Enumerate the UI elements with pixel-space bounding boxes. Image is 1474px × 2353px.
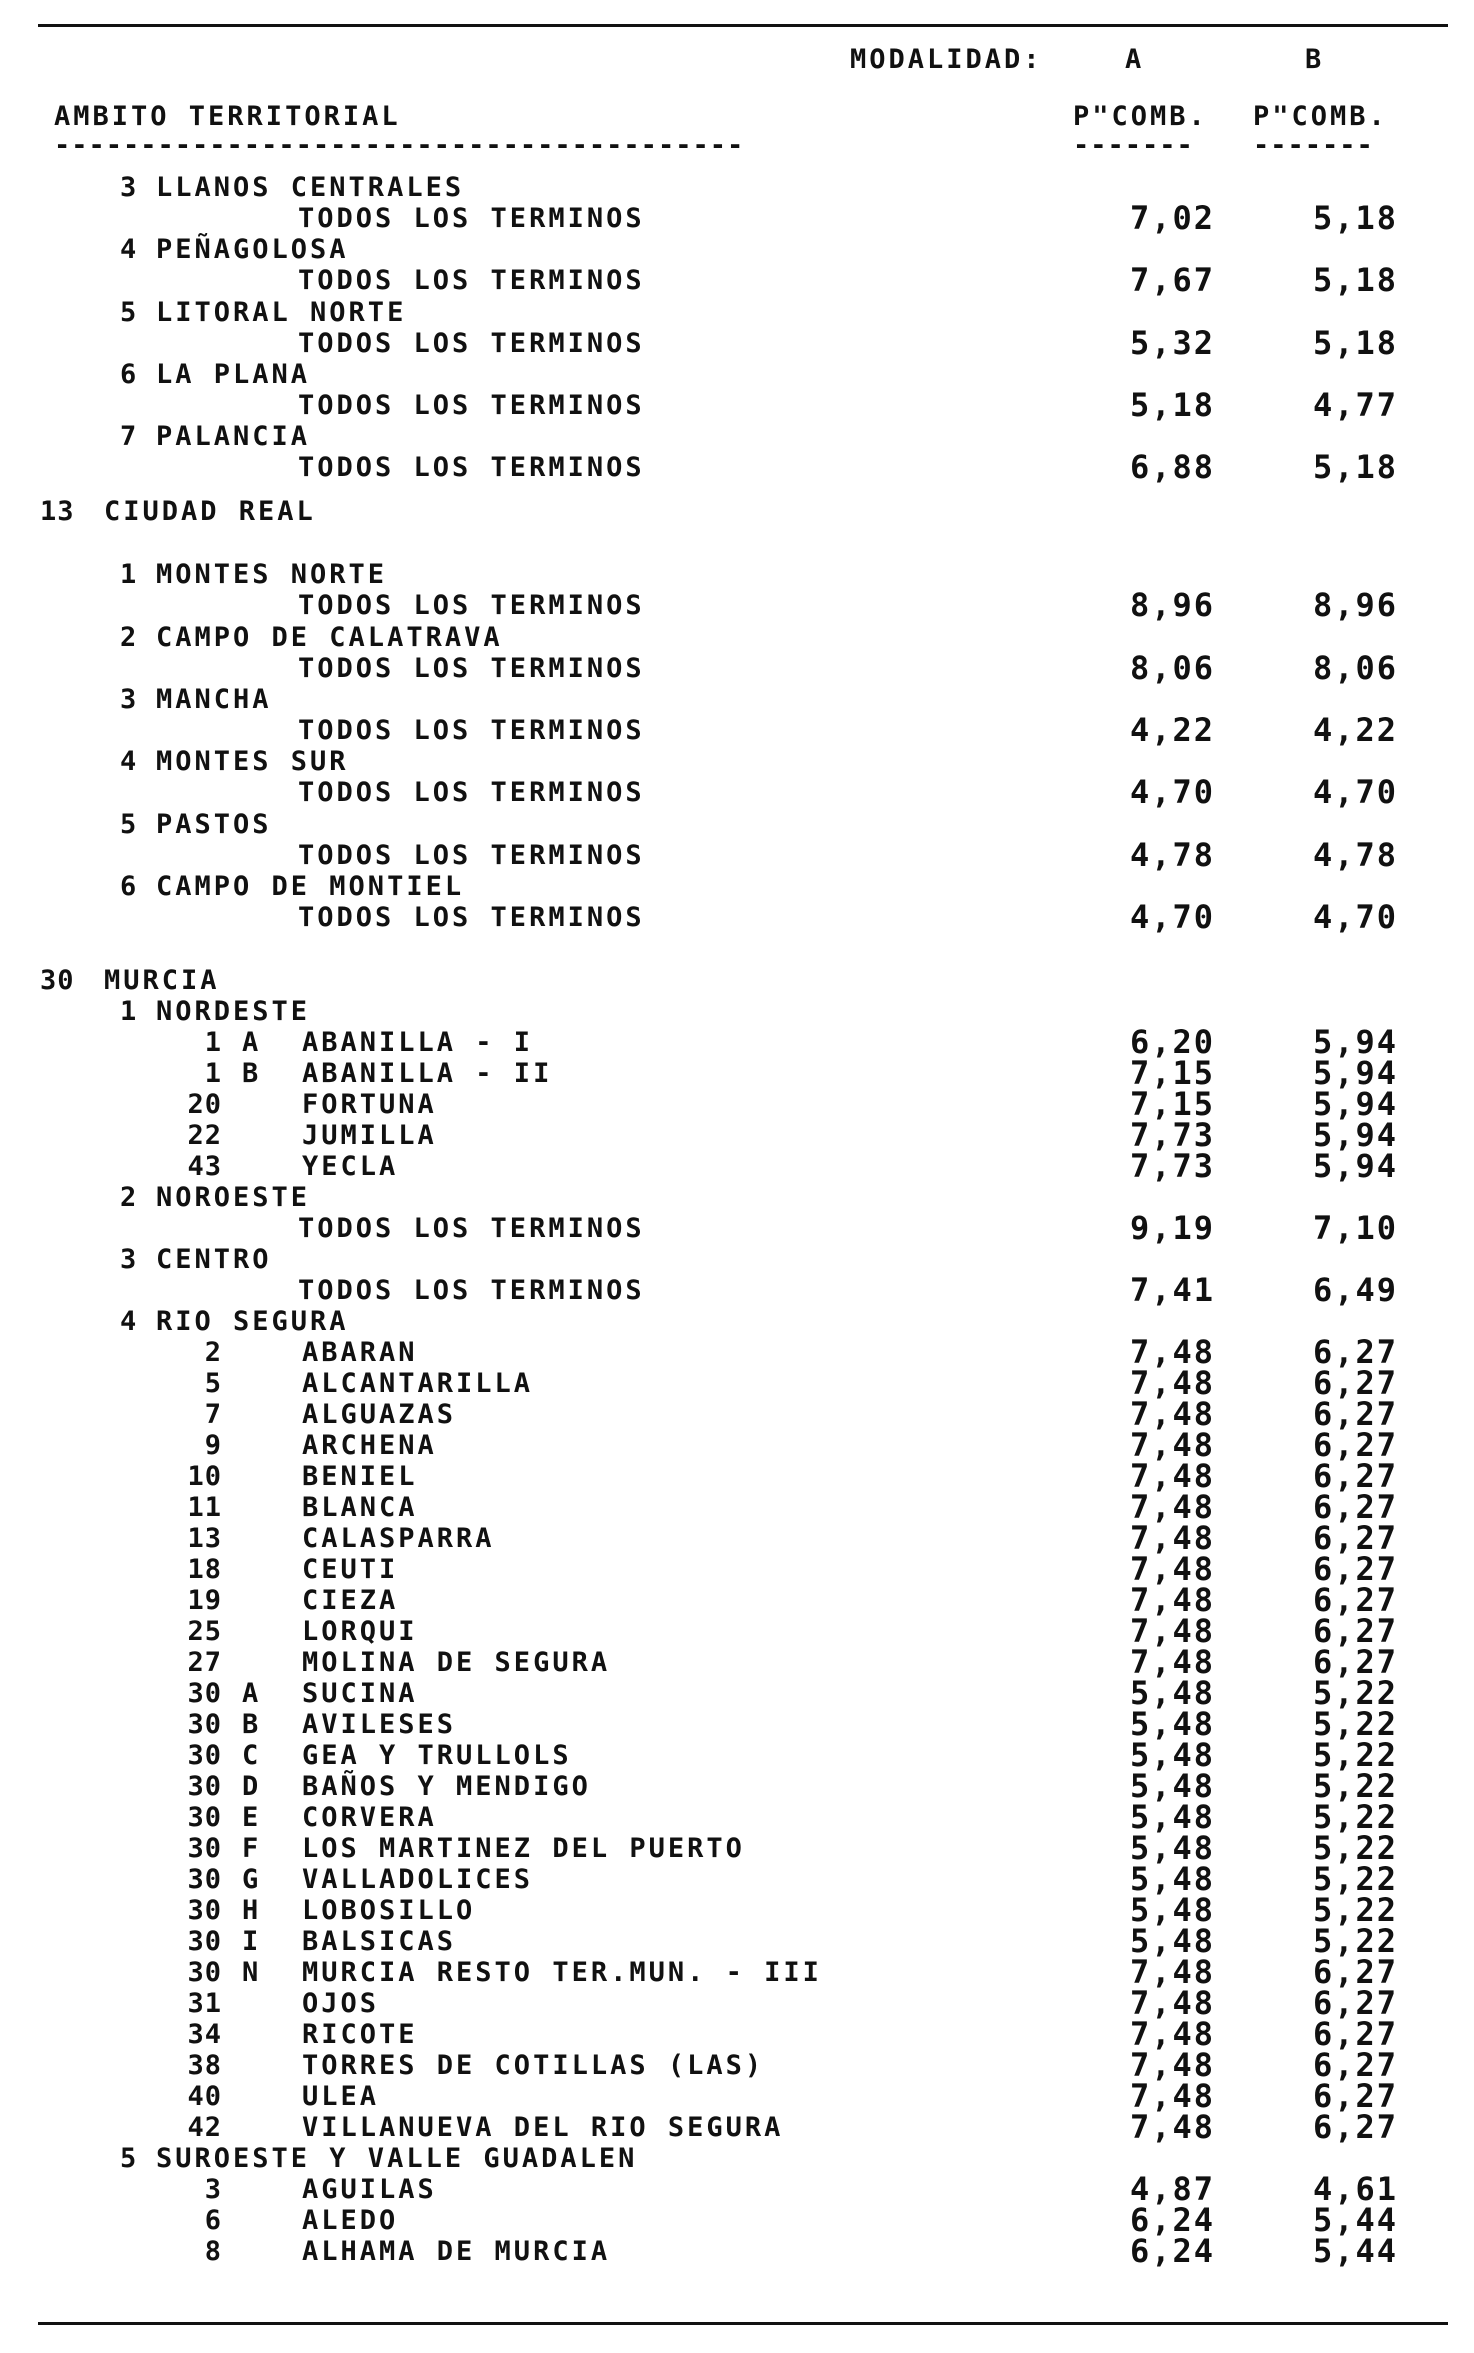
table-row bbox=[0, 2015, 1474, 2053]
table-row bbox=[0, 898, 1474, 936]
bottom-rule bbox=[38, 2322, 1448, 2325]
value-b: 4,70 bbox=[1312, 898, 1398, 936]
municipio-code: 18 bbox=[187, 1554, 222, 1585]
table-row bbox=[0, 1891, 1474, 1929]
comarca-name: PALANCIA bbox=[156, 421, 311, 452]
value-a: 7,41 bbox=[1129, 1271, 1215, 1309]
value-a: 6,20 bbox=[1129, 1023, 1215, 1061]
municipio-name: YECLA bbox=[302, 1151, 399, 1182]
value-a: 4,22 bbox=[1129, 711, 1215, 749]
table-row bbox=[0, 711, 1474, 749]
value-a: 8,96 bbox=[1129, 586, 1215, 624]
table-row bbox=[0, 965, 1474, 996]
comarca-code: 1 bbox=[120, 996, 138, 1027]
table-row bbox=[0, 2143, 1474, 2174]
table-row bbox=[0, 2046, 1474, 2084]
municipio-name: VALLADOLICES bbox=[302, 1864, 534, 1895]
municipio-code: 1 bbox=[204, 1027, 222, 1058]
value-b: 6,27 bbox=[1312, 1550, 1398, 1588]
table-row bbox=[0, 809, 1474, 840]
table-row bbox=[0, 172, 1474, 203]
municipio-code: 42 bbox=[187, 2112, 222, 2143]
value-b: 5,18 bbox=[1312, 448, 1398, 486]
municipio-name: ALEDO bbox=[302, 2205, 399, 2236]
table-row bbox=[0, 324, 1474, 362]
comarca-code: 3 bbox=[120, 1244, 138, 1275]
terminos-label: TODOS LOS TERMINOS bbox=[298, 590, 645, 621]
table-row bbox=[0, 1306, 1474, 1337]
comarca-name: MONTES NORTE bbox=[156, 559, 388, 590]
value-a: 5,18 bbox=[1129, 386, 1215, 424]
table-row bbox=[0, 1612, 1474, 1650]
value-a: 9,19 bbox=[1129, 1209, 1215, 1247]
value-b: 5,22 bbox=[1312, 1860, 1398, 1898]
comarca-code: 2 bbox=[120, 622, 138, 653]
municipio-code: 30 bbox=[187, 1864, 222, 1895]
value-b: 6,49 bbox=[1312, 1271, 1398, 1309]
value-a: 5,48 bbox=[1129, 1736, 1215, 1774]
table-row bbox=[0, 496, 1474, 527]
municipio-suffix: E bbox=[242, 1802, 260, 1833]
value-b: 4,77 bbox=[1312, 386, 1398, 424]
value-b: 5,22 bbox=[1312, 1829, 1398, 1867]
municipio-name: AVILESES bbox=[302, 1709, 457, 1740]
column-b-underline: ------- bbox=[1253, 130, 1374, 161]
comarca-code: 6 bbox=[120, 359, 138, 390]
comarca-code: 7 bbox=[120, 421, 138, 452]
municipio-name: ALCANTARILLA bbox=[302, 1368, 534, 1399]
municipio-name: ULEA bbox=[302, 2081, 380, 2112]
value-b: 8,06 bbox=[1312, 649, 1398, 687]
municipio-name: BAÑOS Y MENDIGO bbox=[302, 1771, 591, 1802]
table-row bbox=[0, 1643, 1474, 1681]
value-b: 4,78 bbox=[1312, 836, 1398, 874]
comarca-name: NOROESTE bbox=[156, 1182, 311, 1213]
comarca-name: MANCHA bbox=[156, 684, 272, 715]
table-row bbox=[0, 1922, 1474, 1960]
comarca-name: SUROESTE Y VALLE GUADALEN bbox=[156, 2143, 638, 2174]
province-name: MURCIA bbox=[104, 965, 220, 996]
terminos-label: TODOS LOS TERMINOS bbox=[298, 390, 645, 421]
municipio-name: ABANILLA - I bbox=[302, 1027, 534, 1058]
table-row bbox=[0, 1984, 1474, 2022]
value-b: 5,18 bbox=[1312, 199, 1398, 237]
table-row bbox=[0, 773, 1474, 811]
municipio-name: CORVERA bbox=[302, 1802, 437, 1833]
value-a: 7,02 bbox=[1129, 199, 1215, 237]
value-a: 7,48 bbox=[1129, 1488, 1215, 1526]
terminos-label: TODOS LOS TERMINOS bbox=[298, 265, 645, 296]
municipio-name: BLANCA bbox=[302, 1492, 418, 1523]
municipio-suffix: I bbox=[242, 1926, 260, 1957]
value-a: 7,48 bbox=[1129, 1643, 1215, 1681]
municipio-name: MOLINA DE SEGURA bbox=[302, 1647, 611, 1678]
municipio-name: TORRES DE COTILLAS (LAS) bbox=[302, 2050, 765, 2081]
value-a: 5,48 bbox=[1129, 1922, 1215, 1960]
comarca-code: 3 bbox=[120, 172, 138, 203]
value-b: 6,27 bbox=[1312, 1953, 1398, 1991]
table-row bbox=[0, 1147, 1474, 1185]
value-b: 5,94 bbox=[1312, 1085, 1398, 1123]
value-a: 5,48 bbox=[1129, 1829, 1215, 1867]
table-row bbox=[0, 1550, 1474, 1588]
municipio-code: 38 bbox=[187, 2050, 222, 2081]
value-b: 5,44 bbox=[1312, 2232, 1398, 2270]
table-row bbox=[0, 2201, 1474, 2239]
value-b: 5,22 bbox=[1312, 1705, 1398, 1743]
comarca-code: 6 bbox=[120, 871, 138, 902]
municipio-suffix: A bbox=[242, 1027, 260, 1058]
municipio-code: 30 bbox=[187, 1926, 222, 1957]
comarca-code: 4 bbox=[120, 234, 138, 265]
value-a: 5,48 bbox=[1129, 1767, 1215, 1805]
municipio-name: ARCHENA bbox=[302, 1430, 437, 1461]
comarca-name: RIO SEGURA bbox=[156, 1306, 349, 1337]
value-b: 6,27 bbox=[1312, 1333, 1398, 1371]
value-b: 6,27 bbox=[1312, 1426, 1398, 1464]
terminos-label: TODOS LOS TERMINOS bbox=[298, 328, 645, 359]
municipio-suffix: G bbox=[242, 1864, 260, 1895]
value-b: 6,27 bbox=[1312, 1519, 1398, 1557]
comarca-name: CAMPO DE MONTIEL bbox=[156, 871, 465, 902]
value-b: 5,44 bbox=[1312, 2201, 1398, 2239]
value-a: 5,48 bbox=[1129, 1891, 1215, 1929]
municipio-suffix: B bbox=[242, 1058, 260, 1089]
municipio-name: VILLANUEVA DEL RIO SEGURA bbox=[302, 2112, 784, 2143]
table-row bbox=[0, 836, 1474, 874]
value-a: 7,48 bbox=[1129, 1457, 1215, 1495]
table-row bbox=[0, 1085, 1474, 1123]
value-b: 8,96 bbox=[1312, 586, 1398, 624]
municipio-name: ABANILLA - II bbox=[302, 1058, 553, 1089]
terminos-label: TODOS LOS TERMINOS bbox=[298, 777, 645, 808]
municipio-name: ALHAMA DE MURCIA bbox=[302, 2236, 611, 2267]
municipio-code: 9 bbox=[204, 1430, 222, 1461]
value-b: 5,22 bbox=[1312, 1674, 1398, 1712]
table-row bbox=[0, 297, 1474, 328]
municipio-name: JUMILLA bbox=[302, 1120, 437, 1151]
municipio-suffix: C bbox=[242, 1740, 260, 1771]
comarca-code: 2 bbox=[120, 1182, 138, 1213]
value-a: 7,73 bbox=[1129, 1147, 1215, 1185]
comarca-name: CAMPO DE CALATRAVA bbox=[156, 622, 503, 653]
terminos-label: TODOS LOS TERMINOS bbox=[298, 1213, 645, 1244]
column-b-subheader: P"COMB. bbox=[1253, 101, 1388, 132]
table-row bbox=[0, 684, 1474, 715]
value-a: 7,48 bbox=[1129, 1519, 1215, 1557]
table-row bbox=[0, 421, 1474, 452]
value-b: 5,22 bbox=[1312, 1736, 1398, 1774]
table-row bbox=[0, 199, 1474, 237]
value-a: 6,88 bbox=[1129, 448, 1215, 486]
municipio-code: 19 bbox=[187, 1585, 222, 1616]
table-row bbox=[0, 448, 1474, 486]
value-b: 6,27 bbox=[1312, 1643, 1398, 1681]
table-row bbox=[0, 1798, 1474, 1836]
table-row bbox=[0, 1736, 1474, 1774]
value-a: 5,48 bbox=[1129, 1705, 1215, 1743]
value-a: 4,78 bbox=[1129, 836, 1215, 874]
municipio-code: 3 bbox=[204, 2174, 222, 2205]
municipio-code: 1 bbox=[204, 1058, 222, 1089]
municipio-suffix: N bbox=[242, 1957, 260, 1988]
value-b: 5,94 bbox=[1312, 1054, 1398, 1092]
municipio-name: BALSICAS bbox=[302, 1926, 457, 1957]
municipio-code: 13 bbox=[187, 1523, 222, 1554]
table-row bbox=[0, 1860, 1474, 1898]
terminos-label: TODOS LOS TERMINOS bbox=[298, 902, 645, 933]
comarca-code: 5 bbox=[120, 809, 138, 840]
table-row bbox=[0, 1674, 1474, 1712]
province-code: 13 bbox=[40, 496, 75, 527]
municipio-code: 30 bbox=[187, 1895, 222, 1926]
value-a: 7,48 bbox=[1129, 2046, 1215, 2084]
table-row bbox=[0, 649, 1474, 687]
municipio-code: 27 bbox=[187, 1647, 222, 1678]
column-a-underline: ------- bbox=[1073, 130, 1194, 161]
municipio-code: 34 bbox=[187, 2019, 222, 2050]
value-a: 7,48 bbox=[1129, 1395, 1215, 1433]
comarca-code: 3 bbox=[120, 684, 138, 715]
value-b: 6,27 bbox=[1312, 1488, 1398, 1526]
value-a: 7,48 bbox=[1129, 1333, 1215, 1371]
ambito-underline: ---------------------------------------- bbox=[54, 130, 745, 161]
value-a: 7,15 bbox=[1129, 1054, 1215, 1092]
value-b: 4,22 bbox=[1312, 711, 1398, 749]
table-row bbox=[0, 622, 1474, 653]
comarca-code: 5 bbox=[120, 297, 138, 328]
table-row bbox=[0, 2232, 1474, 2270]
value-b: 6,27 bbox=[1312, 1984, 1398, 2022]
table-row bbox=[0, 1333, 1474, 1371]
value-a: 7,48 bbox=[1129, 2108, 1215, 2146]
value-a: 8,06 bbox=[1129, 649, 1215, 687]
municipio-name: LOS MARTINEZ DEL PUERTO bbox=[302, 1833, 745, 1864]
municipio-code: 25 bbox=[187, 1616, 222, 1647]
municipio-name: RICOTE bbox=[302, 2019, 418, 2050]
table-row bbox=[0, 386, 1474, 424]
table-row bbox=[0, 746, 1474, 777]
table-row bbox=[0, 1767, 1474, 1805]
municipio-name: OJOS bbox=[302, 1988, 380, 2019]
municipio-code: 31 bbox=[187, 1988, 222, 2019]
municipio-code: 20 bbox=[187, 1089, 222, 1120]
municipio-code: 10 bbox=[187, 1461, 222, 1492]
terminos-label: TODOS LOS TERMINOS bbox=[298, 715, 645, 746]
column-b-header: B bbox=[1305, 44, 1325, 75]
value-a: 7,48 bbox=[1129, 1984, 1215, 2022]
comarca-name: LA PLANA bbox=[156, 359, 311, 390]
table-row bbox=[0, 1953, 1474, 1991]
municipio-name: CEUTI bbox=[302, 1554, 399, 1585]
municipio-code: 30 bbox=[187, 1740, 222, 1771]
value-a: 7,67 bbox=[1129, 261, 1215, 299]
comarca-name: NORDESTE bbox=[156, 996, 311, 1027]
value-b: 6,27 bbox=[1312, 2015, 1398, 2053]
column-a-header: A bbox=[1125, 44, 1145, 75]
value-b: 6,27 bbox=[1312, 1612, 1398, 1650]
municipio-name: GEA Y TRULLOLS bbox=[302, 1740, 572, 1771]
table-row bbox=[0, 234, 1474, 265]
municipio-code: 6 bbox=[204, 2205, 222, 2236]
value-b: 6,27 bbox=[1312, 1364, 1398, 1402]
municipio-suffix: D bbox=[242, 1771, 260, 1802]
value-b: 4,70 bbox=[1312, 773, 1398, 811]
municipio-suffix: F bbox=[242, 1833, 260, 1864]
table-row bbox=[0, 1581, 1474, 1619]
column-a-subheader: P"COMB. bbox=[1073, 101, 1208, 132]
table-row bbox=[0, 1457, 1474, 1495]
comarca-name: PEÑAGOLOSA bbox=[156, 234, 349, 265]
municipio-suffix: A bbox=[242, 1678, 260, 1709]
municipio-code: 2 bbox=[204, 1337, 222, 1368]
value-b: 5,94 bbox=[1312, 1116, 1398, 1154]
table-row bbox=[0, 1244, 1474, 1275]
value-b: 5,94 bbox=[1312, 1147, 1398, 1185]
value-a: 7,48 bbox=[1129, 1426, 1215, 1464]
value-a: 6,24 bbox=[1129, 2201, 1215, 2239]
value-a: 7,73 bbox=[1129, 1116, 1215, 1154]
terminos-label: TODOS LOS TERMINOS bbox=[298, 653, 645, 684]
municipio-code: 30 bbox=[187, 1833, 222, 1864]
value-a: 5,48 bbox=[1129, 1798, 1215, 1836]
value-b: 5,94 bbox=[1312, 1023, 1398, 1061]
value-b: 5,18 bbox=[1312, 261, 1398, 299]
municipio-name: ABARAN bbox=[302, 1337, 418, 1368]
table-row bbox=[0, 1426, 1474, 1464]
municipio-code: 30 bbox=[187, 1709, 222, 1740]
municipio-code: 8 bbox=[204, 2236, 222, 2267]
value-a: 7,15 bbox=[1129, 1085, 1215, 1123]
top-rule bbox=[38, 24, 1448, 27]
table-row bbox=[0, 1488, 1474, 1526]
value-b: 7,10 bbox=[1312, 1209, 1398, 1247]
municipio-name: SUCINA bbox=[302, 1678, 418, 1709]
comarca-code: 4 bbox=[120, 1306, 138, 1337]
value-b: 6,27 bbox=[1312, 2108, 1398, 2146]
comarca-name: LLANOS CENTRALES bbox=[156, 172, 465, 203]
ambito-territorial-label: AMBITO TERRITORIAL bbox=[54, 101, 401, 132]
table-row bbox=[0, 2170, 1474, 2208]
table-row bbox=[0, 2108, 1474, 2146]
municipio-name: CIEZA bbox=[302, 1585, 399, 1616]
value-a: 7,48 bbox=[1129, 1612, 1215, 1650]
terminos-label: TODOS LOS TERMINOS bbox=[298, 203, 645, 234]
value-b: 5,22 bbox=[1312, 1922, 1398, 1960]
municipio-code: 30 bbox=[187, 1802, 222, 1833]
municipio-code: 43 bbox=[187, 1151, 222, 1182]
table-row bbox=[0, 1829, 1474, 1867]
modalidad-label: MODALIDAD: bbox=[850, 44, 1043, 75]
value-b: 5,18 bbox=[1312, 324, 1398, 362]
municipio-code: 40 bbox=[187, 2081, 222, 2112]
value-a: 7,48 bbox=[1129, 1550, 1215, 1588]
value-b: 6,27 bbox=[1312, 1581, 1398, 1619]
municipio-name: BENIEL bbox=[302, 1461, 418, 1492]
table-row bbox=[0, 559, 1474, 590]
table-row bbox=[0, 1395, 1474, 1433]
municipio-name: ALGUAZAS bbox=[302, 1399, 457, 1430]
municipio-name: LOBOSILLO bbox=[302, 1895, 476, 1926]
value-a: 7,48 bbox=[1129, 1581, 1215, 1619]
table-row bbox=[0, 996, 1474, 1027]
comarca-code: 4 bbox=[120, 746, 138, 777]
comarca-code: 1 bbox=[120, 559, 138, 590]
value-a: 4,87 bbox=[1129, 2170, 1215, 2208]
value-a: 6,24 bbox=[1129, 2232, 1215, 2270]
province-code: 30 bbox=[40, 965, 75, 996]
table-row bbox=[0, 1209, 1474, 1247]
comarca-code: 5 bbox=[120, 2143, 138, 2174]
value-a: 7,48 bbox=[1129, 2015, 1215, 2053]
municipio-code: 11 bbox=[187, 1492, 222, 1523]
table-row bbox=[0, 1705, 1474, 1743]
table-row bbox=[0, 1271, 1474, 1309]
value-b: 5,22 bbox=[1312, 1767, 1398, 1805]
table-row bbox=[0, 871, 1474, 902]
municipio-name: LORQUI bbox=[302, 1616, 418, 1647]
municipio-code: 30 bbox=[187, 1957, 222, 1988]
municipio-code: 5 bbox=[204, 1368, 222, 1399]
value-a: 5,48 bbox=[1129, 1860, 1215, 1898]
value-b: 6,27 bbox=[1312, 2046, 1398, 2084]
table-row bbox=[0, 1519, 1474, 1557]
municipio-suffix: B bbox=[242, 1709, 260, 1740]
value-b: 6,27 bbox=[1312, 1457, 1398, 1495]
table-row bbox=[0, 1364, 1474, 1402]
table-row bbox=[0, 2077, 1474, 2115]
comarca-name: LITORAL NORTE bbox=[156, 297, 407, 328]
value-b: 5,22 bbox=[1312, 1798, 1398, 1836]
value-b: 5,22 bbox=[1312, 1891, 1398, 1929]
table-row bbox=[0, 1116, 1474, 1154]
value-b: 4,61 bbox=[1312, 2170, 1398, 2208]
municipio-code: 22 bbox=[187, 1120, 222, 1151]
municipio-code: 30 bbox=[187, 1771, 222, 1802]
municipio-code: 30 bbox=[187, 1678, 222, 1709]
municipio-code: 7 bbox=[204, 1399, 222, 1430]
value-a: 7,48 bbox=[1129, 1364, 1215, 1402]
table-row bbox=[0, 1023, 1474, 1061]
municipio-name: MURCIA RESTO TER.MUN. - III bbox=[302, 1957, 822, 1988]
municipio-name: FORTUNA bbox=[302, 1089, 437, 1120]
terminos-label: TODOS LOS TERMINOS bbox=[298, 452, 645, 483]
municipio-name: CALASPARRA bbox=[302, 1523, 495, 1554]
value-a: 5,32 bbox=[1129, 324, 1215, 362]
table-row bbox=[0, 586, 1474, 624]
terminos-label: TODOS LOS TERMINOS bbox=[298, 840, 645, 871]
municipio-name: AGUILAS bbox=[302, 2174, 437, 2205]
value-a: 7,48 bbox=[1129, 1953, 1215, 1991]
municipio-suffix: H bbox=[242, 1895, 260, 1926]
comarca-name: CENTRO bbox=[156, 1244, 272, 1275]
province-name: CIUDAD REAL bbox=[104, 496, 316, 527]
value-a: 7,48 bbox=[1129, 2077, 1215, 2115]
table-row bbox=[0, 1054, 1474, 1092]
terminos-label: TODOS LOS TERMINOS bbox=[298, 1275, 645, 1306]
table-row bbox=[0, 359, 1474, 390]
comarca-name: PASTOS bbox=[156, 809, 272, 840]
value-a: 4,70 bbox=[1129, 773, 1215, 811]
value-b: 6,27 bbox=[1312, 2077, 1398, 2115]
table-row bbox=[0, 1182, 1474, 1213]
value-b: 6,27 bbox=[1312, 1395, 1398, 1433]
value-a: 4,70 bbox=[1129, 898, 1215, 936]
value-a: 5,48 bbox=[1129, 1674, 1215, 1712]
table-row bbox=[0, 261, 1474, 299]
comarca-name: MONTES SUR bbox=[156, 746, 349, 777]
